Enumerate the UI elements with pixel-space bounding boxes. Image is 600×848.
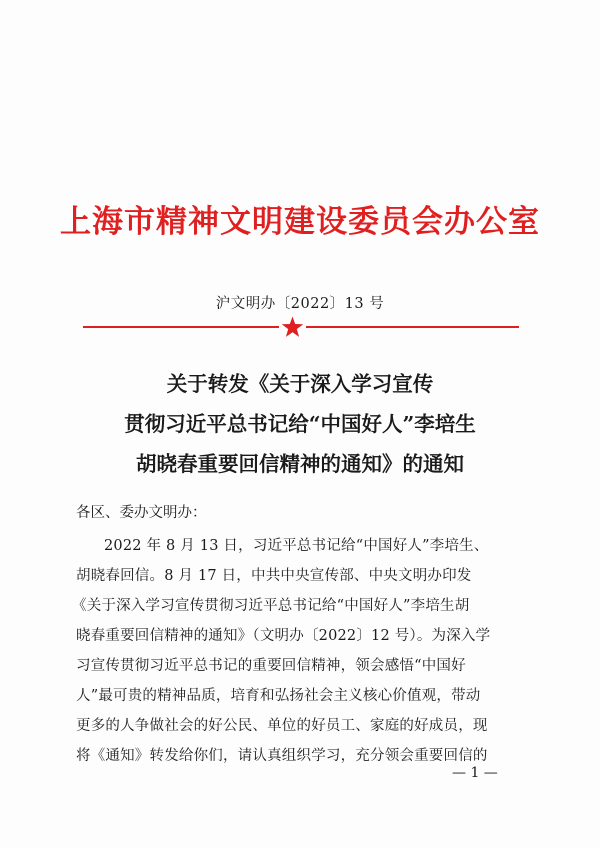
red-divider-left: [83, 326, 279, 328]
body-line: 晓春重要回信精神的通知》（文明办〔2022〕12 号）。为深入学: [76, 628, 491, 644]
document-title-line-1: 关于转发《关于深入学习宣传: [166, 372, 434, 396]
body-line: 习宣传贯彻习近平总书记的重要回信精神，领会感悟“中国好: [76, 658, 466, 674]
red-star-icon: [281, 316, 304, 338]
body-line: 更多的人争做社会的好公民、单位的好员工、家庭的好成员，现: [76, 718, 488, 734]
red-divider-right: [306, 326, 519, 328]
body-line: 胡晓春回信。8 月 17 日，中共中央宣传部、中央文明办印发: [76, 568, 472, 584]
issuing-organization-header: 上海市精神文明建设委员会办公室: [60, 204, 540, 240]
salutation: 各区、委办文明办：: [76, 505, 207, 521]
page-number: — 1 —: [452, 765, 498, 781]
document-title-line-2: 贯彻习近平总书记给“中国好人”李培生: [124, 412, 476, 436]
body-line: 2022 年 8 月 13 日，习近平总书记给“中国好人”李培生、: [104, 538, 489, 554]
body-line: 将《通知》转发给你们，请认真组织学习，充分领会重要回信的: [76, 748, 488, 764]
document-number: 沪文明办〔2022〕13 号: [215, 296, 385, 312]
document-title-line-3: 胡晓春重要回信精神的通知》的通知: [136, 452, 464, 476]
body-line: 《关于深入学习宣传贯彻习近平总书记给“中国好人”李培生胡: [72, 598, 470, 614]
body-line: 人”最可贵的精神品质，培育和弘扬社会主义核心价值观，带动: [76, 688, 481, 704]
